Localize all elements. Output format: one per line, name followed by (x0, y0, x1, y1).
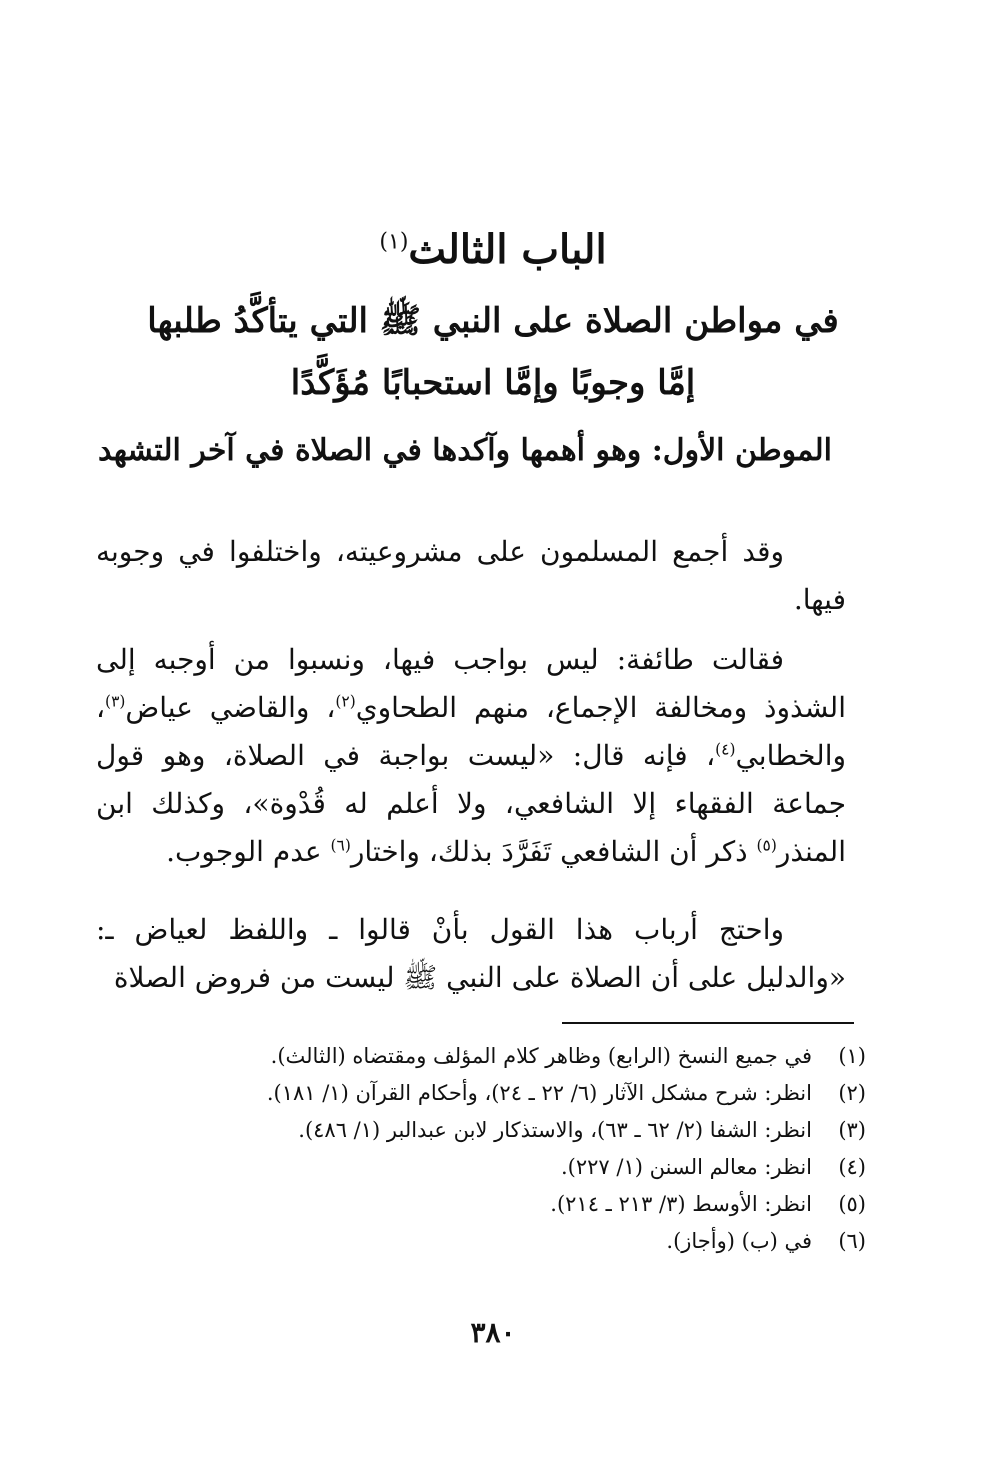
footnote-number: (١) (838, 1044, 866, 1068)
footnote-text: في (ب) (وأجاز). (666, 1229, 812, 1253)
footnote-ref-5: (٥) (756, 836, 777, 855)
chapter-title-text: الباب الثالث (408, 226, 607, 273)
chapter-title (0, 222, 986, 278)
footnote-3 (96, 1112, 866, 1149)
footnote-6 (96, 1223, 866, 1260)
footnote-text: انظر: الشفا (٢/ ٦٢ ـ ٦٣)، والاستذكار لابن عبدالبر (١/ ٤٨٦). (298, 1118, 812, 1142)
footnote-1 (96, 1038, 866, 1075)
paragraph-2-part-b: ، والقاضي عياض (125, 691, 336, 724)
footnote-text: في جميع النسخ (الرابع) وظاهر كلام المؤلف ومقتضاه (الثالث). (270, 1044, 812, 1068)
chapter-subtitle-line-1: في مواطن الصلاة على النبي ﷺ التي يتأكَّدُ طلبها (147, 301, 839, 341)
paragraph-2-part-c: ، والخطابي (96, 691, 846, 772)
footnote-5 (96, 1186, 866, 1223)
footnote-number: (٤) (838, 1155, 866, 1179)
footnote-text: انظر: معالم السنن (١/ ٢٢٧). (561, 1155, 812, 1179)
page-number: ٣٨٠ (470, 1316, 516, 1349)
footnote-ref-6: (٦) (330, 836, 351, 855)
footnote-4 (96, 1149, 866, 1186)
chapter-subtitle (120, 290, 866, 414)
paragraph-2-part-d: ، فإنه قال: «ليست بواجبة في الصلاة، وهو قول جماعة الفقهاء إلا الشافعي، ولا أعلم له قُدْوة»، وكذلك ابن المنذر (96, 739, 846, 868)
footnotes-list (96, 1038, 866, 1260)
footnote-2 (96, 1075, 866, 1112)
paragraph-3: واحتج أرباب هذا القول بأنْ قالوا ـ واللفظ لعياض ـ: «والدليل على أن الصلاة على النبي ﷺ ليست من فروض الصلاة (96, 913, 846, 994)
footnote-number: (٢) (838, 1081, 866, 1105)
paragraph-2-part-f: عدم الوجوب. (166, 835, 331, 868)
section-heading: الموطن الأول: وهو أهمها وآكدها في الصلاة في آخر التشهد (97, 433, 832, 468)
paragraph-2 (96, 636, 846, 876)
chapter-subtitle-line-2: إمَّا وجوبًا وإمَّا استحبابًا مُؤَكَّدًا (290, 363, 696, 403)
footnote-ref-4: (٤) (715, 740, 736, 759)
footnote-ref-3: (٣) (105, 692, 126, 711)
footnote-number: (٦) (838, 1229, 866, 1253)
paragraph-2-part-a: فقالت طائفة: ليس بواجب فيها، ونسبوا من أوجبه إلى الشذوذ ومخالفة الإجماع، منهم الطحاوي (96, 643, 846, 724)
footnote-number: (٣) (838, 1118, 866, 1142)
footnote-ref-2: (٢) (335, 692, 356, 711)
paragraph-1: وقد أجمع المسلمون على مشروعيته، واختلفوا في وجوبه فيها. (96, 535, 846, 616)
footnote-ref-1: (١) (379, 229, 409, 255)
footnote-text: انظر: الأوسط (٣/ ٢١٣ ـ ٢١٤). (550, 1192, 812, 1216)
paragraph-2-part-e: ذكر أن الشافعي تَفَرَّدَ بذلك، واختار (350, 835, 757, 868)
footnote-text: انظر: شرح مشكل الآثار (٦/ ٢٢ ـ ٢٤)، وأحكام القرآن (١/ ١٨١). (266, 1081, 812, 1105)
footnote-separator (562, 1022, 854, 1024)
footnote-number: (٥) (838, 1192, 866, 1216)
